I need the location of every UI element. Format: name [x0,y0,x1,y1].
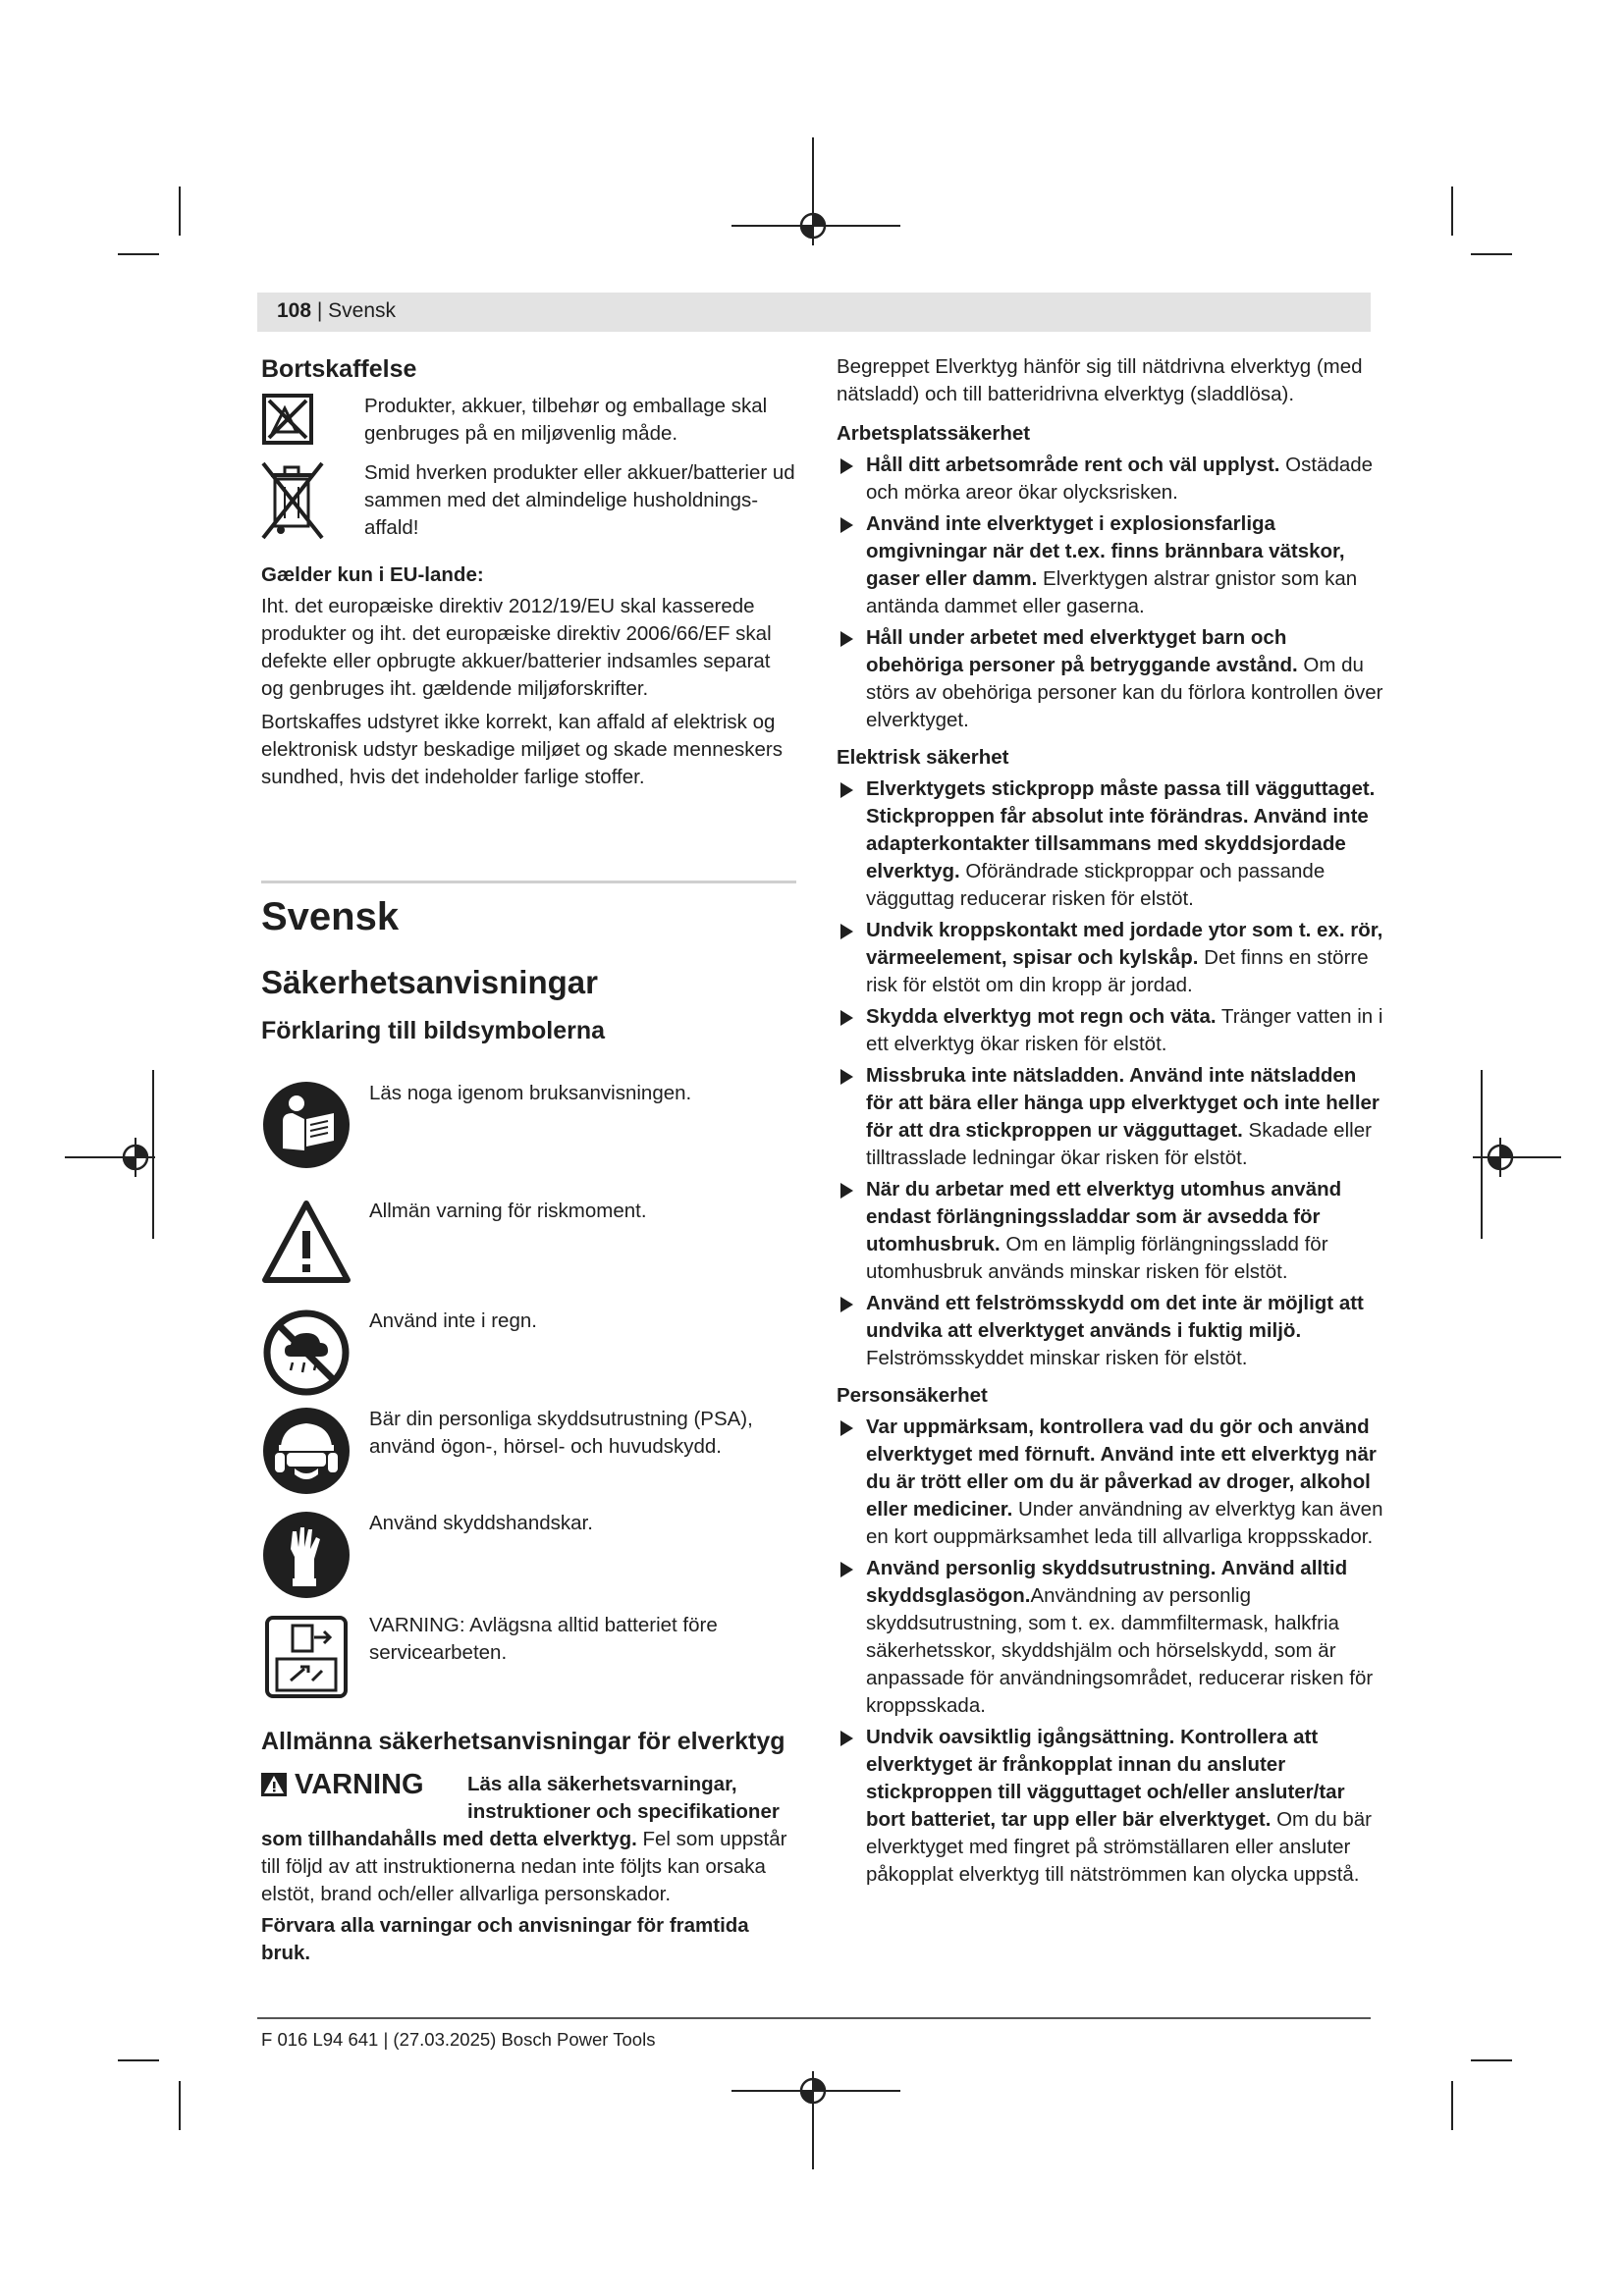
bullet-item [837,1003,1386,1058]
no-rain-icon [261,1308,352,1398]
symbol-text: Använd inte i regn. [369,1309,537,1332]
registration-mark-icon [793,206,833,245]
symbols-list [261,1080,796,1710]
page-header: 108 | Svensk [277,299,397,322]
bullet-bold: Håll under arbetet med elverktyget barn och obehöriga personer på betryggande avstånd. [866,626,1298,676]
disposal-item [261,459,796,550]
warning-badge [261,1771,424,1798]
bullet-list [837,775,1386,1372]
section-title: Elektrisk säkerhet [837,746,1009,769]
page-number: 108 [277,299,312,322]
bullet-item [837,917,1386,999]
bullet-bold: Var uppmärksam, kontrollera vad du gör och använd elverktyget med förnuft. Använd inte ett elverktyg när du är trött eller om du är påverkad av droger, alkohol eller mediciner. [866,1415,1377,1521]
symbol-row [261,1612,796,1710]
bullet-arrow-icon [840,1562,853,1577]
bullet-item [837,775,1386,913]
bullet-text: Oförändrade stickproppar och passande vägguttag reducerar risken för elstöt. [866,860,1326,910]
bullet-text: Det finns en större risk för elstöt om din kropp är jordad. [866,946,1369,996]
bullet-list [837,452,1386,734]
bullet-text: Skadade eller tilltrasslade ledningar ökar risken för elstöt. [866,1119,1372,1169]
registration-mark-icon [1481,1138,1520,1177]
bullet-item [837,452,1386,507]
bullet-bold: Undvik oavsiktlig igångsättning. Kontrollera att elverktyget är frånkopplat innan du ansluter stickproppen till vägguttaget och/eller ansluter/tar bort batteriet, tar upp eller bär elverktyget. [866,1726,1345,1831]
header-language: Svensk [328,299,397,322]
disposal-title: Bortskaffelse [261,355,417,383]
bullet-bold: Använd inte elverktyget i explosionsfarliga omgivningar när det t.ex. finns brännbara vätskor, gaser eller damm. [866,512,1345,590]
general-safety-section [261,1726,796,1967]
bullet-item [837,1555,1386,1720]
bullet-text: Tränger vatten in i ett elverktyg ökar risken för elstöt. [866,1005,1383,1055]
bullet-item [837,1724,1386,1889]
warning-text: Fel som uppstår till följd av att instruktionerna nedan inte följts kan orsaka elstöt, brand och/eller allvarliga personskador. [261,1828,787,1905]
warning-bold-1: Läs alla säkerhetsvarningar, instruktioner och specifikationer [467,1773,780,1823]
bullet-text: Användning av personlig skyddsutrustning, som t. ex. dammfiltermask, halkfria säkerhetsskor, skyddshjälm och hörselskydd, som är anpassade för användningsområdet, reducerar risken för kroppsskada. [866,1584,1374,1717]
footer-rule [257,2017,1371,2019]
symbol-row [261,1198,796,1308]
bullet-arrow-icon [840,1010,853,1026]
bullet-item [837,1414,1386,1551]
disposal-section [261,353,796,791]
bullet-text: Felströmsskyddet minskar risken för elstöt. [866,1347,1248,1369]
right-column [837,353,1386,1893]
bullet-text: Om en lämplig förlängningssladd för utomhusbruk används minskar risken för elstöt. [866,1233,1328,1283]
bullet-bold: Använd personlig skyddsutrustning. Använd alltid skyddsglasögon. [866,1557,1348,1607]
bullet-arrow-icon [840,1069,853,1085]
bullet-item [837,510,1386,620]
protective-equipment-icon [261,1406,352,1496]
registration-mark-icon [793,2071,833,2110]
symbol-text: VARNING: Avlägsna alltid batteriet före servicearbeten. [369,1614,718,1664]
general-title: Allmänna säkerhetsanvisningar för elverktyg [261,1728,785,1755]
symbol-text: Allmän varning för riskmoment. [369,1200,647,1222]
general-warning-icon [261,1198,352,1288]
bullet-arrow-icon [840,924,853,939]
bullet-arrow-icon [840,1420,853,1436]
eu-title: Gælder kun i EU-lande: [261,563,484,586]
bullet-item [837,1290,1386,1372]
bullet-arrow-icon [840,631,853,647]
disposal-item-text: Produkter, akkuer, tilbehør og emballage skal genbruges på en miljøvenlig måde. [364,395,768,445]
section-divider [261,881,796,883]
bullet-bold: Håll ditt arbetsområde rent och väl upplyst. [866,454,1280,476]
symbol-row [261,1080,796,1198]
bullet-text: Under användning av elverktyg kan även en kort ouppmärksamhet leda till allvarliga kroppsskador. [866,1498,1383,1548]
symbols-title: Förklaring till bildsymbolerna [261,1017,606,1044]
bullet-item [837,624,1386,734]
bullet-bold: Elverktygets stickpropp måste passa till vägguttaget. Stickproppen får absolut inte förändras. Använd inte adapterkontakter tillsammans med skyddsjordade elverktyg. [866,777,1376,882]
symbol-row [261,1510,796,1612]
bullet-text: Om du bär elverktyget med fingret på strömställaren eller ansluter påkopplat elverktyg till nätströmmen kan olycka uppstå. [866,1808,1372,1886]
warning-bold-2: som tillhandahålls med detta elverktyg. [261,1828,637,1850]
bullet-arrow-icon [840,1297,853,1312]
bullet-bold: Skydda elverktyg mot regn och väta. [866,1005,1217,1028]
symbol-row [261,1406,796,1510]
bullet-bold: Missbruka inte nätsladden. Använd inte nätsladden för att bära eller hänga upp elverktyget och inte heller för att dra stickproppen ur vägguttaget. [866,1064,1380,1142]
warning-label: VARNING [295,1769,424,1800]
keep-instructions-text: Förvara alla varningar och anvisningar för framtida bruk. [261,1914,749,1964]
bullet-arrow-icon [840,1183,853,1199]
bullet-bold: När du arbetar med ett elverktyg utomhus använd endast förlängningssladdar som är avsedda för utomhusbruk. [866,1178,1342,1255]
remove-battery-icon [261,1612,352,1702]
disposal-extra-text: Bortskaffes udstyret ikke korrekt, kan affald af elektrisk og elektronisk udstyr beskadige miljøet og skade menneskers sundhed, hvis det indeholder farlige stoffer. [261,711,783,788]
bullet-text: Ostädade och mörka areor ökar olycksrisken. [866,454,1374,504]
safety-title: Säkerhetsanvisningar [261,964,598,1000]
bullet-item [837,1062,1386,1172]
registration-mark-icon [116,1138,155,1177]
bullet-text: Elverktygen alstrar gnistor som kan antända dammet eller gaserna. [866,567,1358,617]
bullet-arrow-icon [840,782,853,798]
gloves-icon [261,1510,352,1600]
bullet-arrow-icon [840,458,853,474]
svensk-section [261,893,796,1046]
bullet-list [837,1414,1386,1889]
warning-triangle-icon [261,1773,287,1796]
symbol-text: Använd skyddshandskar. [369,1512,593,1534]
bullet-text: Om du störs av obehöriga personer kan du förlora kontrollen över elverktyget. [866,654,1383,731]
language-title: Svensk [261,895,400,938]
bullet-arrow-icon [840,1731,853,1746]
bullet-bold: Undvik kroppskontakt med jordade ytor som t. ex. rör, värmeelement, spisar och kylskåp. [866,919,1383,969]
crossed-bin-icon [261,459,324,542]
bullet-item [837,1176,1386,1286]
page-footer: F 016 L94 641 | (27.03.2025) Bosch Power Tools [261,2029,656,2050]
intro-text: Begreppet Elverktyg hänför sig till nätdrivna elverktyg (med nätsladd) och till batteridrivna elverktyg (sladdlösa). [837,355,1363,405]
symbol-text: Läs noga igenom bruksanvisningen. [369,1082,692,1104]
section-title: Personsäkerhet [837,1384,988,1407]
symbol-row [261,1308,796,1406]
page-header-bar [257,293,1371,332]
bullet-bold: Använd ett felströmsskydd om det inte är möjligt att undvika att elverktyget används i fuktig miljö. [866,1292,1364,1342]
disposal-item-text: Smid hverken produkter eller akkuer/batterier ud sammen med det almindelige husholdnings-affald! [364,461,795,539]
section-title: Arbetsplatssäkerhet [837,422,1031,445]
eu-text: Iht. det europæiske direktiv 2012/19/EU skal kasserede produkter og iht. det europæiske direktiv 2006/66/EF skal defekte eller opbrugte akkuer/batterier indsamles separat og genbruges iht. gældende miljøforskrifter. [261,595,772,700]
symbol-text: Bär din personliga skyddsutrustning (PSA), använd ögon-, hörsel- och huvudskydd. [369,1408,753,1458]
recycle-packaging-icon [261,393,314,446]
bullet-arrow-icon [840,517,853,533]
read-manual-icon [261,1080,352,1170]
disposal-item [261,393,796,454]
